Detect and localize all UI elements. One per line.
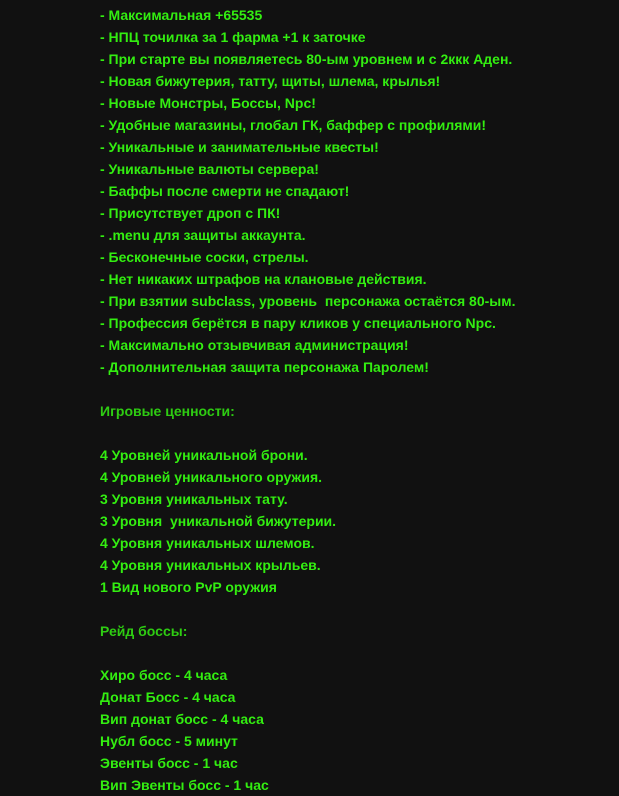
game-value-item: 1 Вид нового PvP оружия: [100, 579, 277, 595]
raid-boss-item: Эвенты босс - 1 час: [100, 755, 238, 771]
feature-item: - Бесконечные соски, стрелы.: [100, 249, 309, 265]
feature-item: - Максимально отзывчивая администрация!: [100, 337, 409, 353]
feature-item: - Баффы после смерти не спадают!: [100, 183, 350, 199]
raid-bosses-heading: Рейд боссы:: [100, 623, 188, 639]
game-value-item: 4 Уровней уникальной брони.: [100, 447, 308, 463]
game-value-item: 4 Уровня уникальных крыльев.: [100, 557, 321, 573]
feature-item: - Новые Монстры, Боссы, Npc!: [100, 95, 316, 111]
game-value-item: 4 Уровня уникальных шлемов.: [100, 535, 315, 551]
feature-item: - Профессия берётся в пару кликов у специального Npc.: [100, 315, 496, 331]
spacer: [100, 422, 615, 444]
game-values-list: [100, 444, 615, 598]
game-value-item: 4 Уровней уникального оружия.: [100, 469, 323, 485]
feature-item: - Уникальные и занимательные квесты!: [100, 139, 379, 155]
spacer: [100, 642, 615, 664]
spacer: [100, 598, 615, 620]
feature-item: - Удобные магазины, глобал ГК, баффер с профилями!: [100, 117, 487, 133]
raid-boss-item: Нубл босс - 5 минут: [100, 733, 238, 749]
spacer: [100, 378, 615, 400]
feature-item: - НПЦ точилка за 1 фарма +1 к заточке: [100, 29, 366, 45]
feature-item: - Уникальные валюты сервера!: [100, 161, 319, 177]
feature-item: - При взятии subclass, уровень персонажа остаётся 80-ым.: [100, 293, 516, 309]
raid-bosses-list: [100, 664, 615, 796]
raid-boss-item: Вип донат босс - 4 часа: [100, 711, 264, 727]
game-value-item: 3 Уровня уникальной бижутерии.: [100, 513, 337, 529]
feature-item: - Дополнительная защита персонажа Паролем!: [100, 359, 429, 375]
feature-item: - Присутствует дроп с ПК!: [100, 205, 281, 221]
game-values-heading: Игровые ценности:: [100, 403, 235, 419]
feature-list: [100, 4, 615, 378]
feature-item: - Новая бижутерия, татту, щиты, шлема, крылья!: [100, 73, 441, 89]
server-features-document: [100, 4, 615, 796]
raid-boss-item: Вип Эвенты босс - 1 час: [100, 777, 269, 793]
game-value-item: 3 Уровня уникальных тату.: [100, 491, 288, 507]
feature-item: - При старте вы появляетесь 80-ым уровнем и с 2ккк Аден.: [100, 51, 513, 67]
feature-item: - Максимальная +65535: [100, 7, 263, 23]
raid-boss-item: Хиро босс - 4 часа: [100, 667, 228, 683]
feature-item: - Нет никаких штрафов на клановые действия.: [100, 271, 427, 287]
feature-item: - .menu для защиты аккаунта.: [100, 227, 306, 243]
raid-boss-item: Донат Босс - 4 часа: [100, 689, 236, 705]
